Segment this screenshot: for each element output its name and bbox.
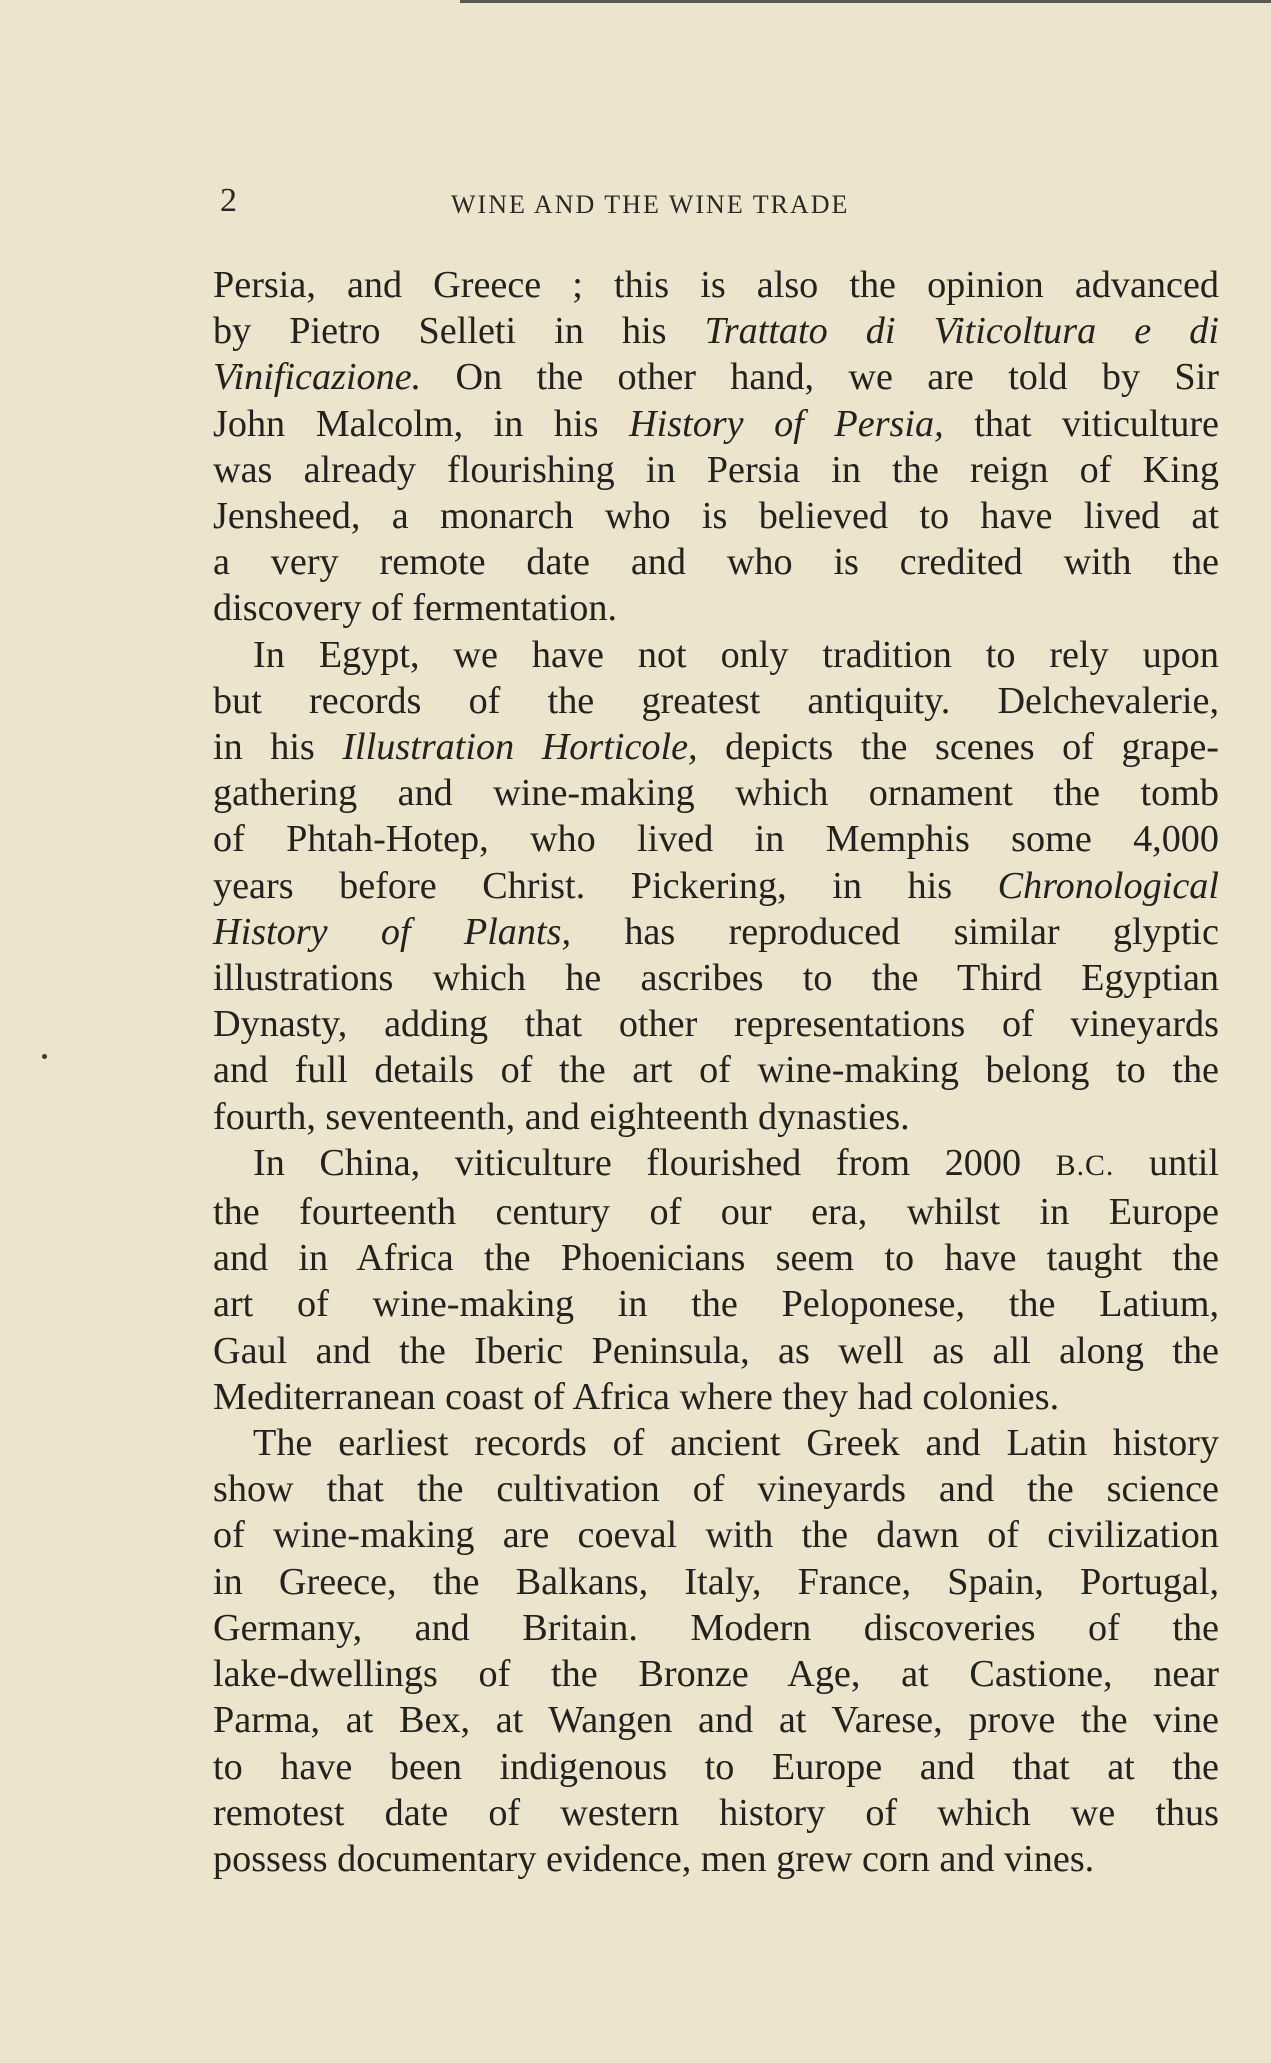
- text-run: depicts the scenes of grape-: [697, 726, 1219, 769]
- text-line: [213, 863, 1219, 909]
- text-run: In Egypt, we have not only tradition to rely upon: [253, 633, 1219, 676]
- text-line: [213, 401, 1219, 447]
- text-line: [213, 1744, 1219, 1790]
- text-run: of wine-making are coeval with the dawn of civilization: [213, 1514, 1219, 1557]
- text-run: until: [1114, 1141, 1219, 1184]
- text-run: Dynasty, adding that other representations of vineyards: [213, 1003, 1219, 1046]
- margin-speck: [42, 1054, 47, 1059]
- text-run: years before Christ. Pickering, in his: [213, 864, 998, 907]
- text-line: [213, 1235, 1219, 1281]
- text-line: [213, 632, 1219, 678]
- text-line: [213, 909, 1219, 955]
- text-run: The earliest records of ancient Greek and Latin history: [253, 1422, 1219, 1465]
- body-text: [213, 262, 1219, 1882]
- text-line: [213, 724, 1219, 770]
- text-run: fourth, seventeenth, and eighteenth dynasties.: [213, 1095, 910, 1138]
- text-run: but records of the greatest antiquity. Delchevalerie,: [213, 679, 1219, 722]
- italic-title: History of Persia,: [629, 402, 944, 445]
- text-run: in Greece, the Balkans, Italy, France, Spain, Portugal,: [213, 1560, 1219, 1603]
- text-line: [213, 1001, 1219, 1047]
- text-run: art of wine-making in the Peloponese, the Latium,: [213, 1283, 1219, 1326]
- text-run: discovery of fermentation.: [213, 587, 618, 630]
- text-line: [213, 1512, 1219, 1558]
- text-run: Jensheed, a monarch who is believed to have lived at: [213, 495, 1219, 538]
- italic-title: Illustration Horticole,: [342, 726, 698, 769]
- text-line: [213, 1140, 1219, 1189]
- text-run: lake-dwellings of the Bronze Age, at Castione, near: [213, 1653, 1219, 1696]
- text-line: [213, 1605, 1219, 1651]
- paragraph: [213, 262, 1219, 632]
- paragraph: [213, 1420, 1219, 1882]
- text-line: [213, 1420, 1219, 1466]
- text-line: [213, 1466, 1219, 1512]
- text-line: [213, 585, 1219, 631]
- italic-title: Trattato di Viticoltura e di: [704, 310, 1220, 353]
- text-line: [213, 1374, 1219, 1420]
- text-run: to have been indigenous to Europe and that at the: [213, 1745, 1219, 1788]
- italic-title: Chronological: [997, 864, 1219, 907]
- text-line: [213, 1281, 1219, 1327]
- text-run: show that the cultivation of vineyards and the science: [213, 1468, 1219, 1511]
- page-number: 2: [220, 182, 237, 219]
- text-line: [213, 1559, 1219, 1605]
- text-run: In China, viticulture flourished from 2000: [253, 1141, 1056, 1184]
- top-rule: [460, 0, 1271, 3]
- text-line: [213, 262, 1219, 308]
- text-run: remotest date of western history of which we thus: [213, 1791, 1219, 1834]
- text-line: [213, 354, 1219, 400]
- italic-title: Vinificazione.: [213, 356, 422, 399]
- italic-title: History of Plants,: [213, 910, 572, 953]
- text-run: the fourteenth century of our era, whilst in Europe: [213, 1191, 1219, 1234]
- text-run: gathering and wine-making which ornament the tomb: [213, 772, 1219, 815]
- small-caps-era: B.C.: [1055, 1148, 1115, 1182]
- text-line: [213, 1094, 1219, 1140]
- running-head: WINE AND THE WINE TRADE: [451, 190, 850, 219]
- text-run: On the other hand, we are told by Sir: [421, 356, 1219, 399]
- text-run: Persia, and Greece ; this is also the opinion advanced: [213, 264, 1219, 306]
- text-line: [213, 1189, 1219, 1235]
- text-run: by Pietro Selleti in his: [213, 310, 705, 353]
- text-line: [213, 678, 1219, 724]
- text-run: possess documentary evidence, men grew corn and vines.: [213, 1837, 1095, 1880]
- text-line: [213, 816, 1219, 862]
- text-run: in his: [213, 726, 343, 769]
- text-run: Parma, at Bex, at Wangen and at Varese, prove the vine: [213, 1699, 1219, 1742]
- text-run: a very remote date and who is credited with the: [213, 541, 1219, 584]
- text-line: [213, 308, 1219, 354]
- paragraph: [213, 1140, 1219, 1420]
- text-line: [213, 1651, 1219, 1697]
- text-line: [213, 1790, 1219, 1836]
- text-line: [213, 1328, 1219, 1374]
- text-line: [213, 955, 1219, 1001]
- text-run: has reproduced similar glyptic: [571, 910, 1219, 953]
- text-line: [213, 539, 1219, 585]
- text-run: and in Africa the Phoenicians seem to have taught the: [213, 1237, 1219, 1280]
- text-run: Gaul and the Iberic Peninsula, as well as all along the: [213, 1329, 1219, 1372]
- text-run: John Malcolm, in his: [213, 402, 630, 445]
- text-line: [213, 1697, 1219, 1743]
- text-line: [213, 770, 1219, 816]
- paragraph: [213, 632, 1219, 1140]
- text-line: [213, 447, 1219, 493]
- text-run: was already flourishing in Persia in the reign of King: [213, 448, 1219, 491]
- text-run: Germany, and Britain. Modern discoveries of the: [213, 1606, 1219, 1649]
- text-run: Mediterranean coast of Africa where they had colonies.: [213, 1375, 1060, 1418]
- text-run: of Phtah-Hotep, who lived in Memphis some 4,000: [213, 818, 1219, 861]
- text-run: and full details of the art of wine-making belong to the: [213, 1049, 1219, 1092]
- text-run: illustrations which he ascribes to the Third Egyptian: [213, 957, 1219, 1000]
- text-run: that viticulture: [943, 402, 1219, 445]
- text-line: [213, 1836, 1219, 1882]
- text-line: [213, 1047, 1219, 1093]
- text-line: [213, 493, 1219, 539]
